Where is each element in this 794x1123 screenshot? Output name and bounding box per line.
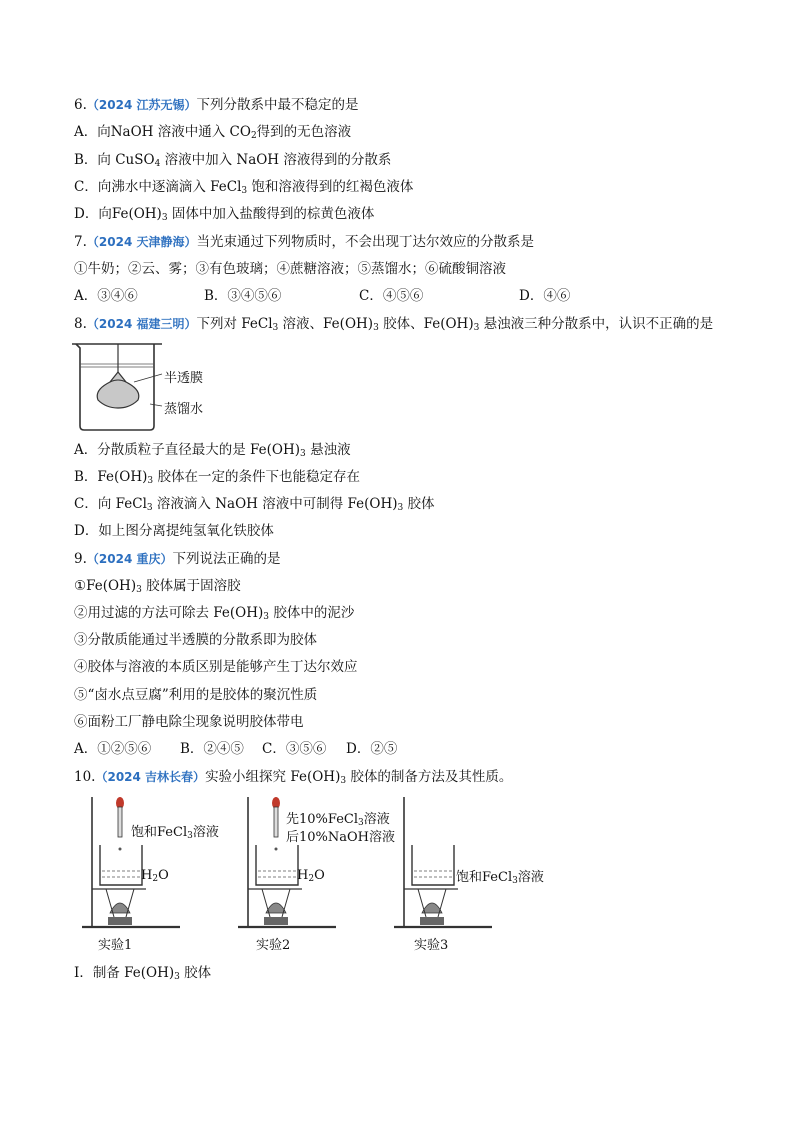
exp1-reagent-label: 饱和FeCl$_3$溶液: [131, 825, 219, 841]
q9-statement-5: ⑤“卤水点豆腐”利用的是胶体的聚沉性质: [74, 687, 318, 703]
q8-option-a[interactable]: A．分散质粒子直径最大的是 $Fe(OH)_3$ 悬浊液: [74, 442, 351, 459]
q8-option-b[interactable]: B．$Fe(OH)_3$ 胶体在一定的条件下也能稳定存在: [74, 469, 360, 486]
q7-option-b[interactable]: B．③④⑤⑥: [204, 288, 282, 304]
q7-option-d[interactable]: D．④⑥: [519, 288, 571, 304]
q8-option-c[interactable]: C．向 FeCl$_3$ 溶液滴入 NaOH 溶液中可制得 $Fe(OH)_3$ 胶体: [74, 496, 435, 513]
exp2-reagent-second-label: 后10%NaOH溶液: [286, 830, 396, 845]
q9-option-c[interactable]: C．③⑤⑥: [262, 741, 327, 757]
q6-option-c[interactable]: C．向沸水中逐滴滴入 FeCl$_3$ 饱和溶液得到的红褐色液体: [74, 179, 414, 196]
experiment-1-figure: [80, 793, 200, 933]
q9-source-tag: （2024 重庆）: [86, 552, 173, 566]
membrane-label: 半透膜: [164, 371, 204, 386]
q10-part-1-heading: Ⅰ．制备 $Fe(OH)_3$ 胶体: [74, 965, 212, 982]
q9-option-b[interactable]: B．②④⑤: [180, 741, 244, 757]
q7-stem: 7.（2024 天津静海）当光束通过下列物质时，不会出现丁达尔效应的分散系是: [74, 234, 534, 250]
water-label: 蒸馏水: [164, 402, 204, 417]
q9-statement-1: $①Fe(OH)_3$ 胶体属于固溶胶: [74, 578, 241, 595]
q9-statement-2: ②用过滤的方法可除去 $Fe(OH)_3$ 胶体中的泥沙: [74, 605, 355, 622]
dialysis-figure: [70, 338, 290, 438]
exp2-caption: 实验2: [256, 938, 291, 953]
q10-stem: 10.（2024 吉林长春）实验小组探究 $Fe(OH)_3$ 胶体的制备方法及其性质。: [74, 769, 513, 786]
q6-option-a[interactable]: A．向NaOH 溶液中通入 $CO_2$得到的无色溶液: [74, 124, 352, 141]
q7-items: ①牛奶；②云、雾；③有色玻璃；④蔗糖溶液；⑤蒸馏水；⑥硫酸铜溶液: [74, 261, 506, 277]
exp2-reagent-first-label: 先10%FeCl$_3$溶液: [286, 812, 390, 828]
exp3-caption: 实验3: [414, 938, 449, 953]
q8-source-tag: （2024 福建三明）: [86, 317, 197, 331]
exp1-water-label: $H_2O$: [141, 868, 169, 884]
q9-option-d[interactable]: D．②⑤: [346, 741, 398, 757]
q9-statement-4: ④胶体与溶液的本质区别是能够产生丁达尔效应: [74, 659, 358, 675]
q7-source-tag: （2024 天津静海）: [86, 235, 197, 249]
q7-option-c[interactable]: C．④⑤⑥: [359, 288, 424, 304]
q9-statement-3: ③分散质能通过半透膜的分散系即为胶体: [74, 632, 317, 648]
q6-option-b[interactable]: B．向 CuSO$_4$ 溶液中加入 NaOH 溶液得到的分散系: [74, 152, 392, 169]
q8-option-d[interactable]: D．如上图分离提纯氢氧化铁胶体: [74, 523, 274, 539]
q6-source-tag: （2024 江苏无锡）: [86, 98, 197, 112]
exp3-reagent-label: 饱和FeCl$_3$溶液: [456, 870, 544, 886]
q8-stem: 8.（2024 福建三明）下列对 FeCl$_3$ 溶液、$Fe(OH)_3$ 胶体、$Fe(OH)_3$ 悬浊液三种分散系中，认识不正确的是: [74, 316, 714, 333]
q6-stem: 6.（2024 江苏无锡）下列分散系中最不稳定的是: [74, 97, 359, 113]
q9-option-a[interactable]: A．①②⑤⑥: [74, 741, 152, 757]
q7-option-a[interactable]: A．③④⑥: [74, 288, 138, 304]
experiment-3-figure: [392, 793, 512, 933]
exp2-water-label: $H_2O$: [297, 868, 325, 884]
q9-statement-6: ⑥面粉工厂静电除尘现象说明胶体带电: [74, 714, 304, 730]
q10-source-tag: （2024 吉林长春）: [95, 770, 206, 784]
q9-stem: 9.（2024 重庆）下列说法正确的是: [74, 551, 281, 567]
exp1-caption: 实验1: [98, 938, 133, 953]
q6-option-d[interactable]: D．向$Fe(OH)_3$ 固体中加入盐酸得到的棕黄色液体: [74, 206, 375, 223]
